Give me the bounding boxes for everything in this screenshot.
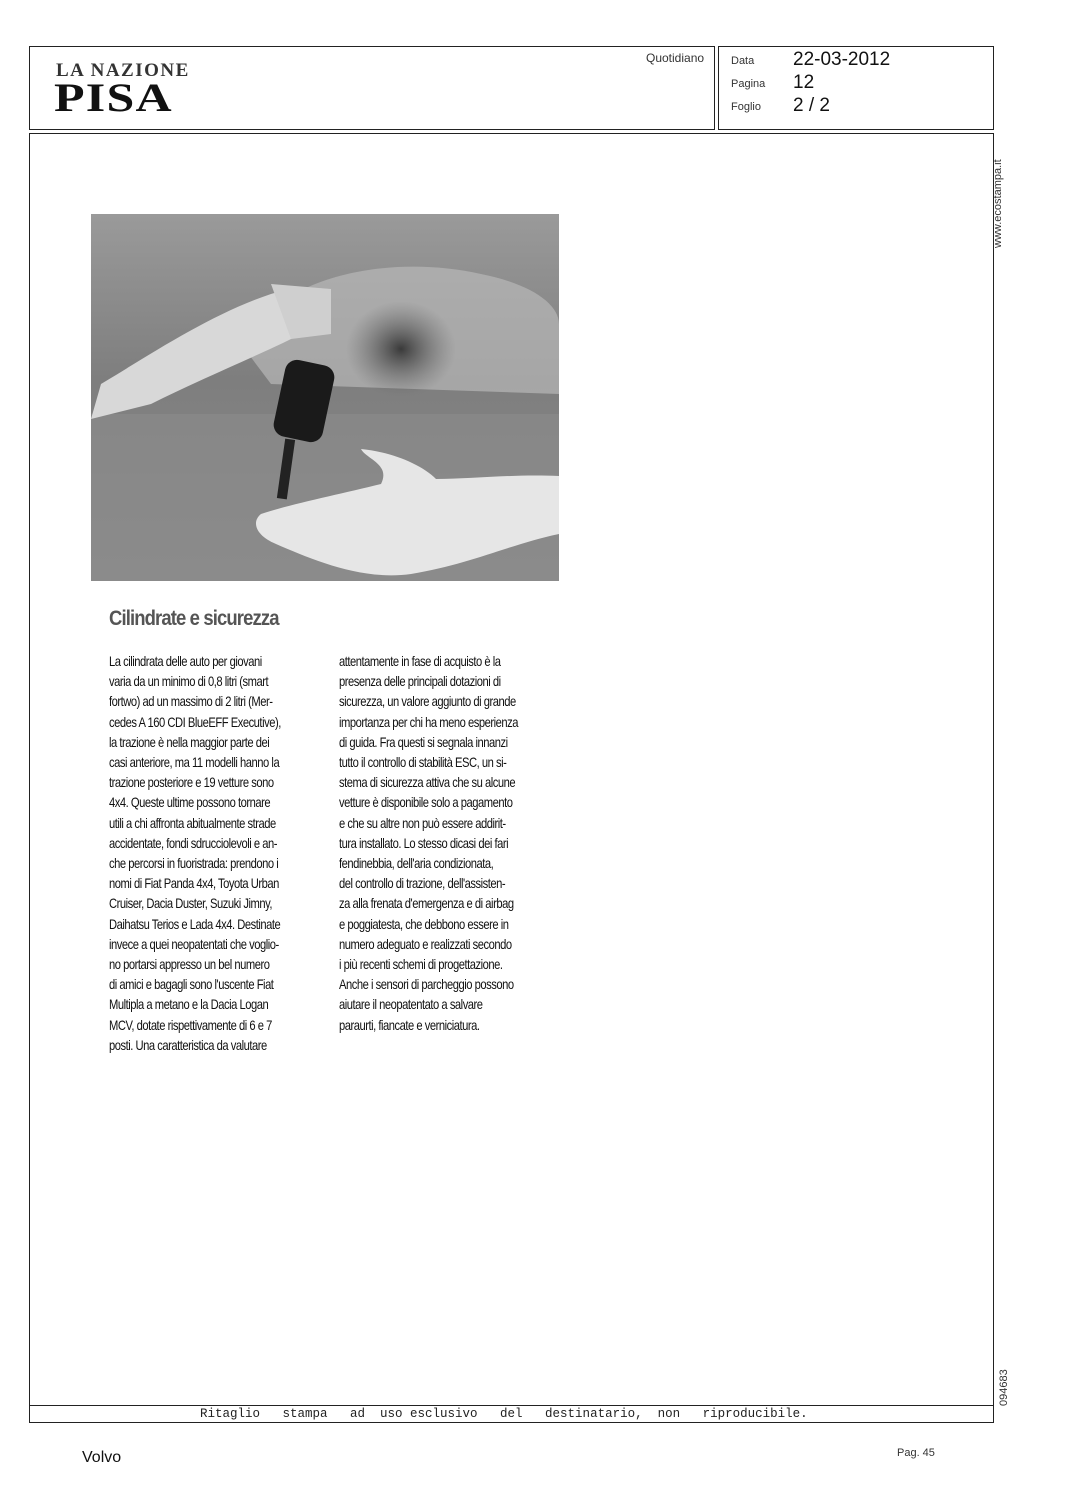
page-label: Pagina xyxy=(731,78,766,90)
article-line: Anche i sensori di parcheggio possono xyxy=(339,976,514,993)
car-wheel xyxy=(346,301,456,397)
article-line: Cruiser, Dacia Duster, Suzuki Jimny, xyxy=(109,895,273,912)
article-line: e poggiatesta, che debbono essere in xyxy=(339,915,509,932)
footer-rule xyxy=(29,1405,994,1406)
article-line: e che su altre non può essere addirit- xyxy=(339,814,506,831)
article-line: cedes A 160 CDI BlueEFF Executive), xyxy=(109,713,281,730)
article-line: attentamente in fase di acquisto è la xyxy=(339,653,501,669)
article-line: paraurti, fiancate e verniciatura. xyxy=(339,1016,480,1033)
article-line: aiutare il neopatentato a salvare xyxy=(339,996,483,1013)
footer-page-number: Pag. 45 xyxy=(897,1447,935,1459)
article-line: za alla frenata d'emergenza e di airbag xyxy=(339,895,514,912)
article-photo xyxy=(91,214,559,581)
sheet-label: Foglio xyxy=(731,101,761,113)
article-line: tutto il controllo di stabilità ESC, un si- xyxy=(339,754,507,771)
article-line: stema di sicurezza attiva che su alcune xyxy=(339,774,516,791)
sheet-value: 2 / 2 xyxy=(793,95,830,116)
source-url: www.ecostampa.it xyxy=(992,159,1004,248)
clipping-code: 094683 xyxy=(998,1369,1010,1406)
article-line: varia da un minimo di 0,8 litri (smart xyxy=(109,673,269,690)
page-value: 12 xyxy=(793,72,815,93)
article-line: la trazione è nella maggior parte dei xyxy=(109,733,270,750)
article-line: numero adeguato e realizzati secondo xyxy=(339,935,512,952)
article-line: sicurezza, un valore aggiunto di grande xyxy=(339,693,516,710)
publication-name: LA NAZIONE xyxy=(56,60,190,81)
article-line: Multipla a metano e la Dacia Logan xyxy=(109,996,269,1013)
publication-edition: PISA xyxy=(54,75,173,120)
publication-type: Quotidiano xyxy=(646,51,705,65)
article-line: Daihatsu Terios e Lada 4x4. Destinate xyxy=(109,915,281,932)
article-line: i più recenti schemi di progettazione. xyxy=(339,956,503,973)
article-line: utili a chi affronta abitualmente strade xyxy=(109,814,276,831)
article-line: fendinebbia, dell'aria condizionata, xyxy=(339,855,494,872)
article-line: che percorsi in fuoristrada: prendono i xyxy=(109,855,279,872)
date-label: Data xyxy=(731,55,755,67)
article-line: nomi di Fiat Panda 4x4, Toyota Urban xyxy=(109,875,279,892)
article-line: vetture è disponibile solo a pagamento xyxy=(339,794,513,811)
article-line: di guida. Fra questi si segnala innanzi xyxy=(339,733,508,750)
article-line: tura installato. Lo stesso dicasi dei fari xyxy=(339,834,509,851)
article-line: trazione posteriore e 19 vetture sono xyxy=(109,774,274,791)
article-line: del controllo di trazione, dell'assisten- xyxy=(339,875,506,892)
copyright-disclaimer: Ritaglio stampa ad uso esclusivo del destinatario, non riproducibile. xyxy=(200,1407,808,1421)
date-value: 22-03-2012 xyxy=(793,49,891,70)
footer-client-name: Volvo xyxy=(82,1449,122,1466)
article-line: posti. Una caratteristica da valutare xyxy=(109,1036,267,1053)
article-line: di amici e bagagli sono l'uscente Fiat xyxy=(109,976,274,993)
article-line: invece a quei neopatentati che voglio- xyxy=(109,935,279,952)
article-line: MCV, dotate rispettivamente di 6 e 7 xyxy=(109,1016,272,1033)
article-line: 4x4. Queste ultime possono tornare xyxy=(109,794,271,811)
article-line: fortwo) ad un massimo di 2 litri (Mer- xyxy=(109,693,273,710)
article-line: casi anteriore, ma 11 modelli hanno la xyxy=(109,754,280,771)
article-headline: Cilindrate e sicurezza xyxy=(109,607,279,630)
article-line: La cilindrata delle auto per giovani xyxy=(109,653,262,669)
article-line: no portarsi appresso un bel numero xyxy=(109,956,270,973)
article-column-1 xyxy=(109,651,339,1055)
article-line: importanza per chi ha meno esperienza xyxy=(339,713,518,730)
article-line: presenza delle principali dotazioni di xyxy=(339,673,501,690)
article-line: accidentate, fondi sdrucciolevoli e an- xyxy=(109,834,278,851)
article-column-2 xyxy=(339,651,569,1035)
